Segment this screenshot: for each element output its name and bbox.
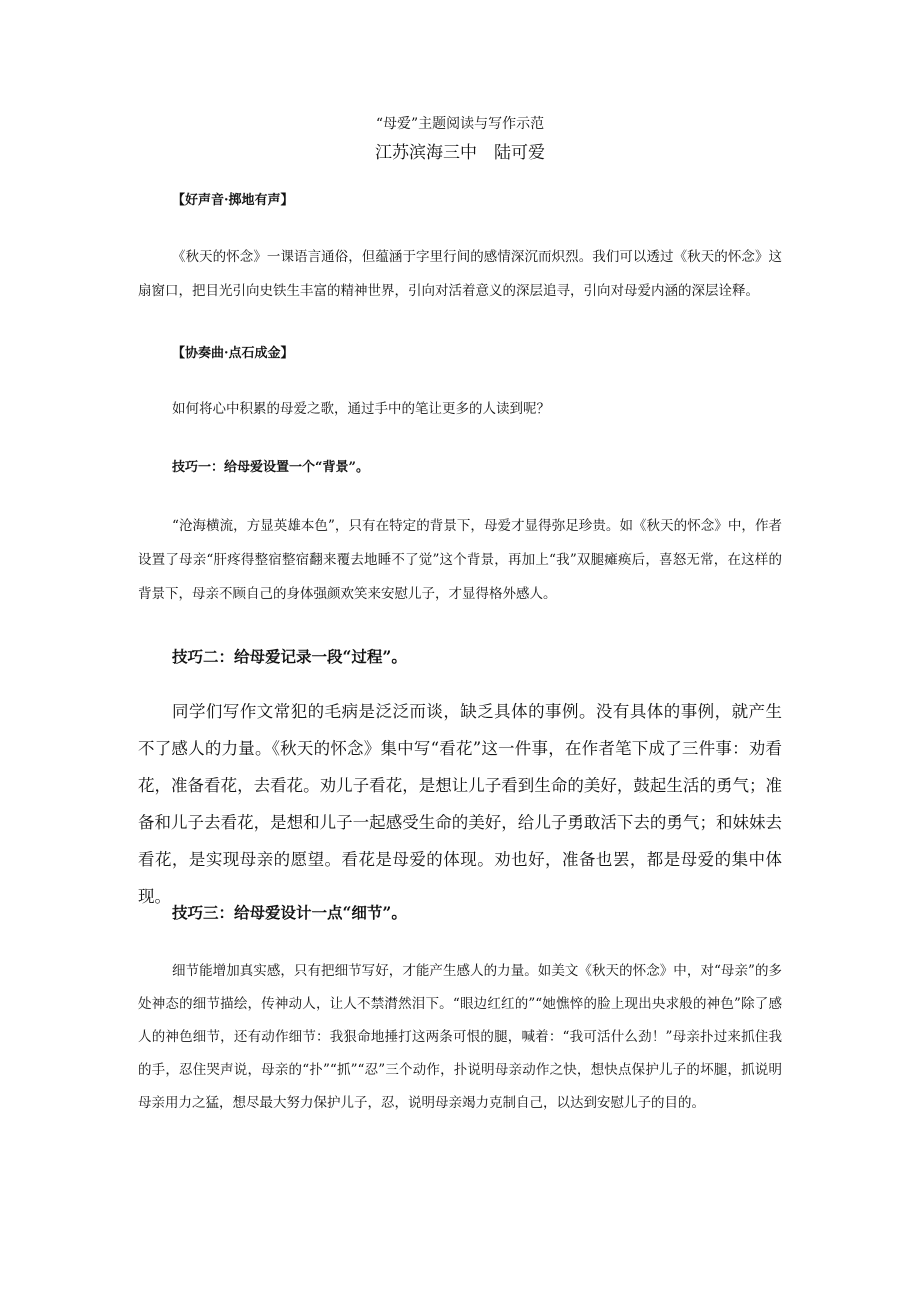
- section-heading-good-voice: 【好声音·掷地有声】: [172, 193, 294, 208]
- paragraph-tip3: 细节能增加真实感，只有把细节写好，才能产生感人的力量。如美文《秋天的怀念》中，对“母亲”的多处神态的细节描绘，传神动人，让人不禁潸然泪下。“眼边红红的”“她憔悴的脸上现出央求般的神色”除了感人的神色细节，还有动作细节：我狠命地捶打这两条可恨的腿，喊着：“我可活什么劲！”母亲扑过来抓住我的手，忍住哭声说，母亲的“扑”“抓”“忍”三个动作，扑说明母亲动作之快，想快点保护儿子的坏腿，抓说明母亲用力之猛，想尽最大努力保护儿子，忍，说明母亲竭力克制自己，以达到安慰儿子的目的。: [138, 963, 782, 1111]
- document-author: 江苏滨海三中 陆可爱: [375, 143, 545, 163]
- paragraph-tip1: “沧海横流，方显英雄本色”，只有在特定的背景下，母爱才显得弥足珍贵。如《秋天的怀念》中，作者设置了母亲“肝疼得整宿整宿翻来覆去地睡不了觉”这个背景，再加上“我”双腿瘫痪后，喜怒无常，在这样的背景下，母亲不顾自己的身体强颜欢笑来安慰儿子，才显得格外感人。: [138, 518, 782, 602]
- paragraph-good-voice: 《秋天的怀念》一课语言通俗，但蕴涵于字里行间的感情深沉而炽烈。我们可以透过《秋天的怀念》这扇窗口，把目光引向史铁生丰富的精神世界，引向对活着意义的深层追寻，引向对母爱内涵的深层诠释。: [138, 249, 782, 299]
- section-heading-tip2: 技巧二：给母爱记录一段“过程”。: [172, 647, 407, 666]
- section-heading-tip1: 技巧一：给母爱设置一个“背景”。: [172, 460, 369, 475]
- paragraph-concerto: 如何将心中积累的母爱之歌，通过手中的笔让更多的人读到呢？: [172, 401, 550, 417]
- section-heading-concerto: 【协奏曲·点石成金】: [172, 346, 294, 361]
- document-title: “母爱”主题阅读与写作示范: [375, 116, 545, 132]
- paragraph-tip2: 同学们写作文常犯的毛病是泛泛而谈，缺乏具体的事例。没有具体的事例，就产生不了感人的力量。《秋天的怀念》集中写“看花”这一件事，在作者笔下成了三件事：劝看花，准备看花，去看花。劝儿子看花，是想让儿子看到生命的美好，鼓起生活的勇气；准备和儿子去看花，是想和儿子一起感受生命的美好，给儿子勇敢活下去的勇气；和妹妹去看花，是实现母亲的愿望。看花是母爱的体现。劝也好，准备也罢，都是母爱的集中体现。: [138, 702, 782, 906]
- section-heading-tip3: 技巧三：给母爱设计一点“细节”。: [172, 903, 407, 922]
